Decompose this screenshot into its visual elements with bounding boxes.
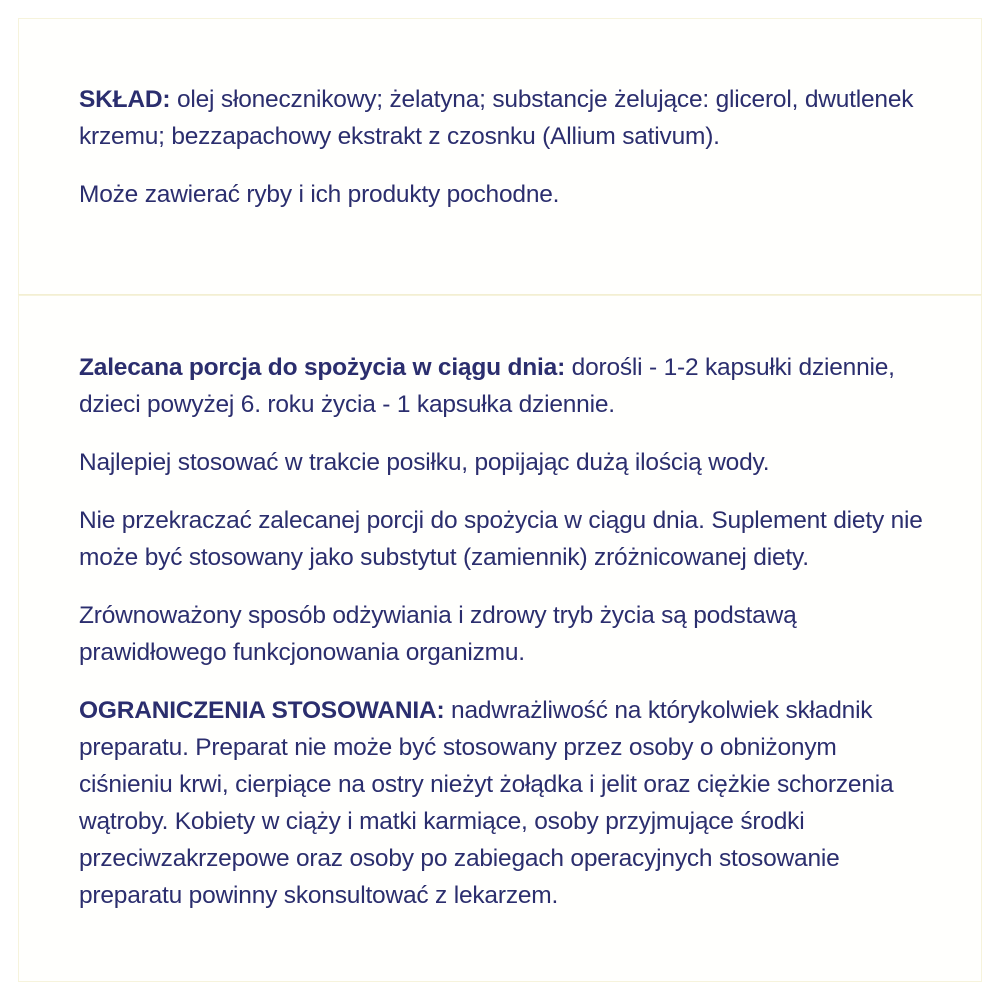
restrictions-text: nadwrażliwość na którykolwiek składnik preparatu. Preparat nie może być stosowany przez osoby o obniżonym ciśnieniu krwi, cierpiące na ostry nieżyt żołądka i jelit oraz ciężkie schorzenia wątroby. Kobiety w ciąży i matki karmiące, osoby przyjmujące środki przeciwzakrzepowe oraz osoby po zabiegach operacyjnych stosowanie preparatu powinny skonsultować z lekarzem. xyxy=(79,697,894,909)
dosage-heading: Zalecana porcja do spożycia w ciągu dnia: xyxy=(79,354,566,381)
ingredients-heading: SKŁAD: xyxy=(79,86,171,113)
ingredients-paragraph xyxy=(79,81,923,155)
usage-panel xyxy=(18,295,982,982)
lifestyle-note: Zrównoważony sposób odżywiania i zdrowy tryb życia są podstawą prawidłowego funkcjonowania organizmu. xyxy=(79,602,797,666)
ingredients-text-block xyxy=(79,81,923,234)
restrictions-paragraph xyxy=(79,692,923,914)
dosage-text: dorośli - 1-2 kapsułki dziennie, dzieci powyżej 6. roku życia - 1 kapsułka dziennie. xyxy=(79,354,895,418)
dosage-paragraph xyxy=(79,349,923,423)
restrictions-heading: OGRANICZENIA STOSOWANIA: xyxy=(79,697,445,724)
usage-text-block xyxy=(79,349,923,935)
usage-instruction: Najlepiej stosować w trakcie posiłku, popijając dużą ilością wody. xyxy=(79,449,770,476)
ingredients-panel xyxy=(18,18,982,295)
ingredients-list: olej słonecznikowy; żelatyna; substancje żelujące: glicerol, dwutlenek krzemu; bezzapachowy ekstrakt z czosnku (Allium sativum). xyxy=(79,86,914,150)
allergen-note: Może zawierać ryby i ich produkty pochodne. xyxy=(79,181,560,208)
dosage-warning: Nie przekraczać zalecanej porcji do spożycia w ciągu dnia. Suplement diety nie może być stosowany jako substytut (zamiennik) zróżnicowanej diety. xyxy=(79,507,923,571)
